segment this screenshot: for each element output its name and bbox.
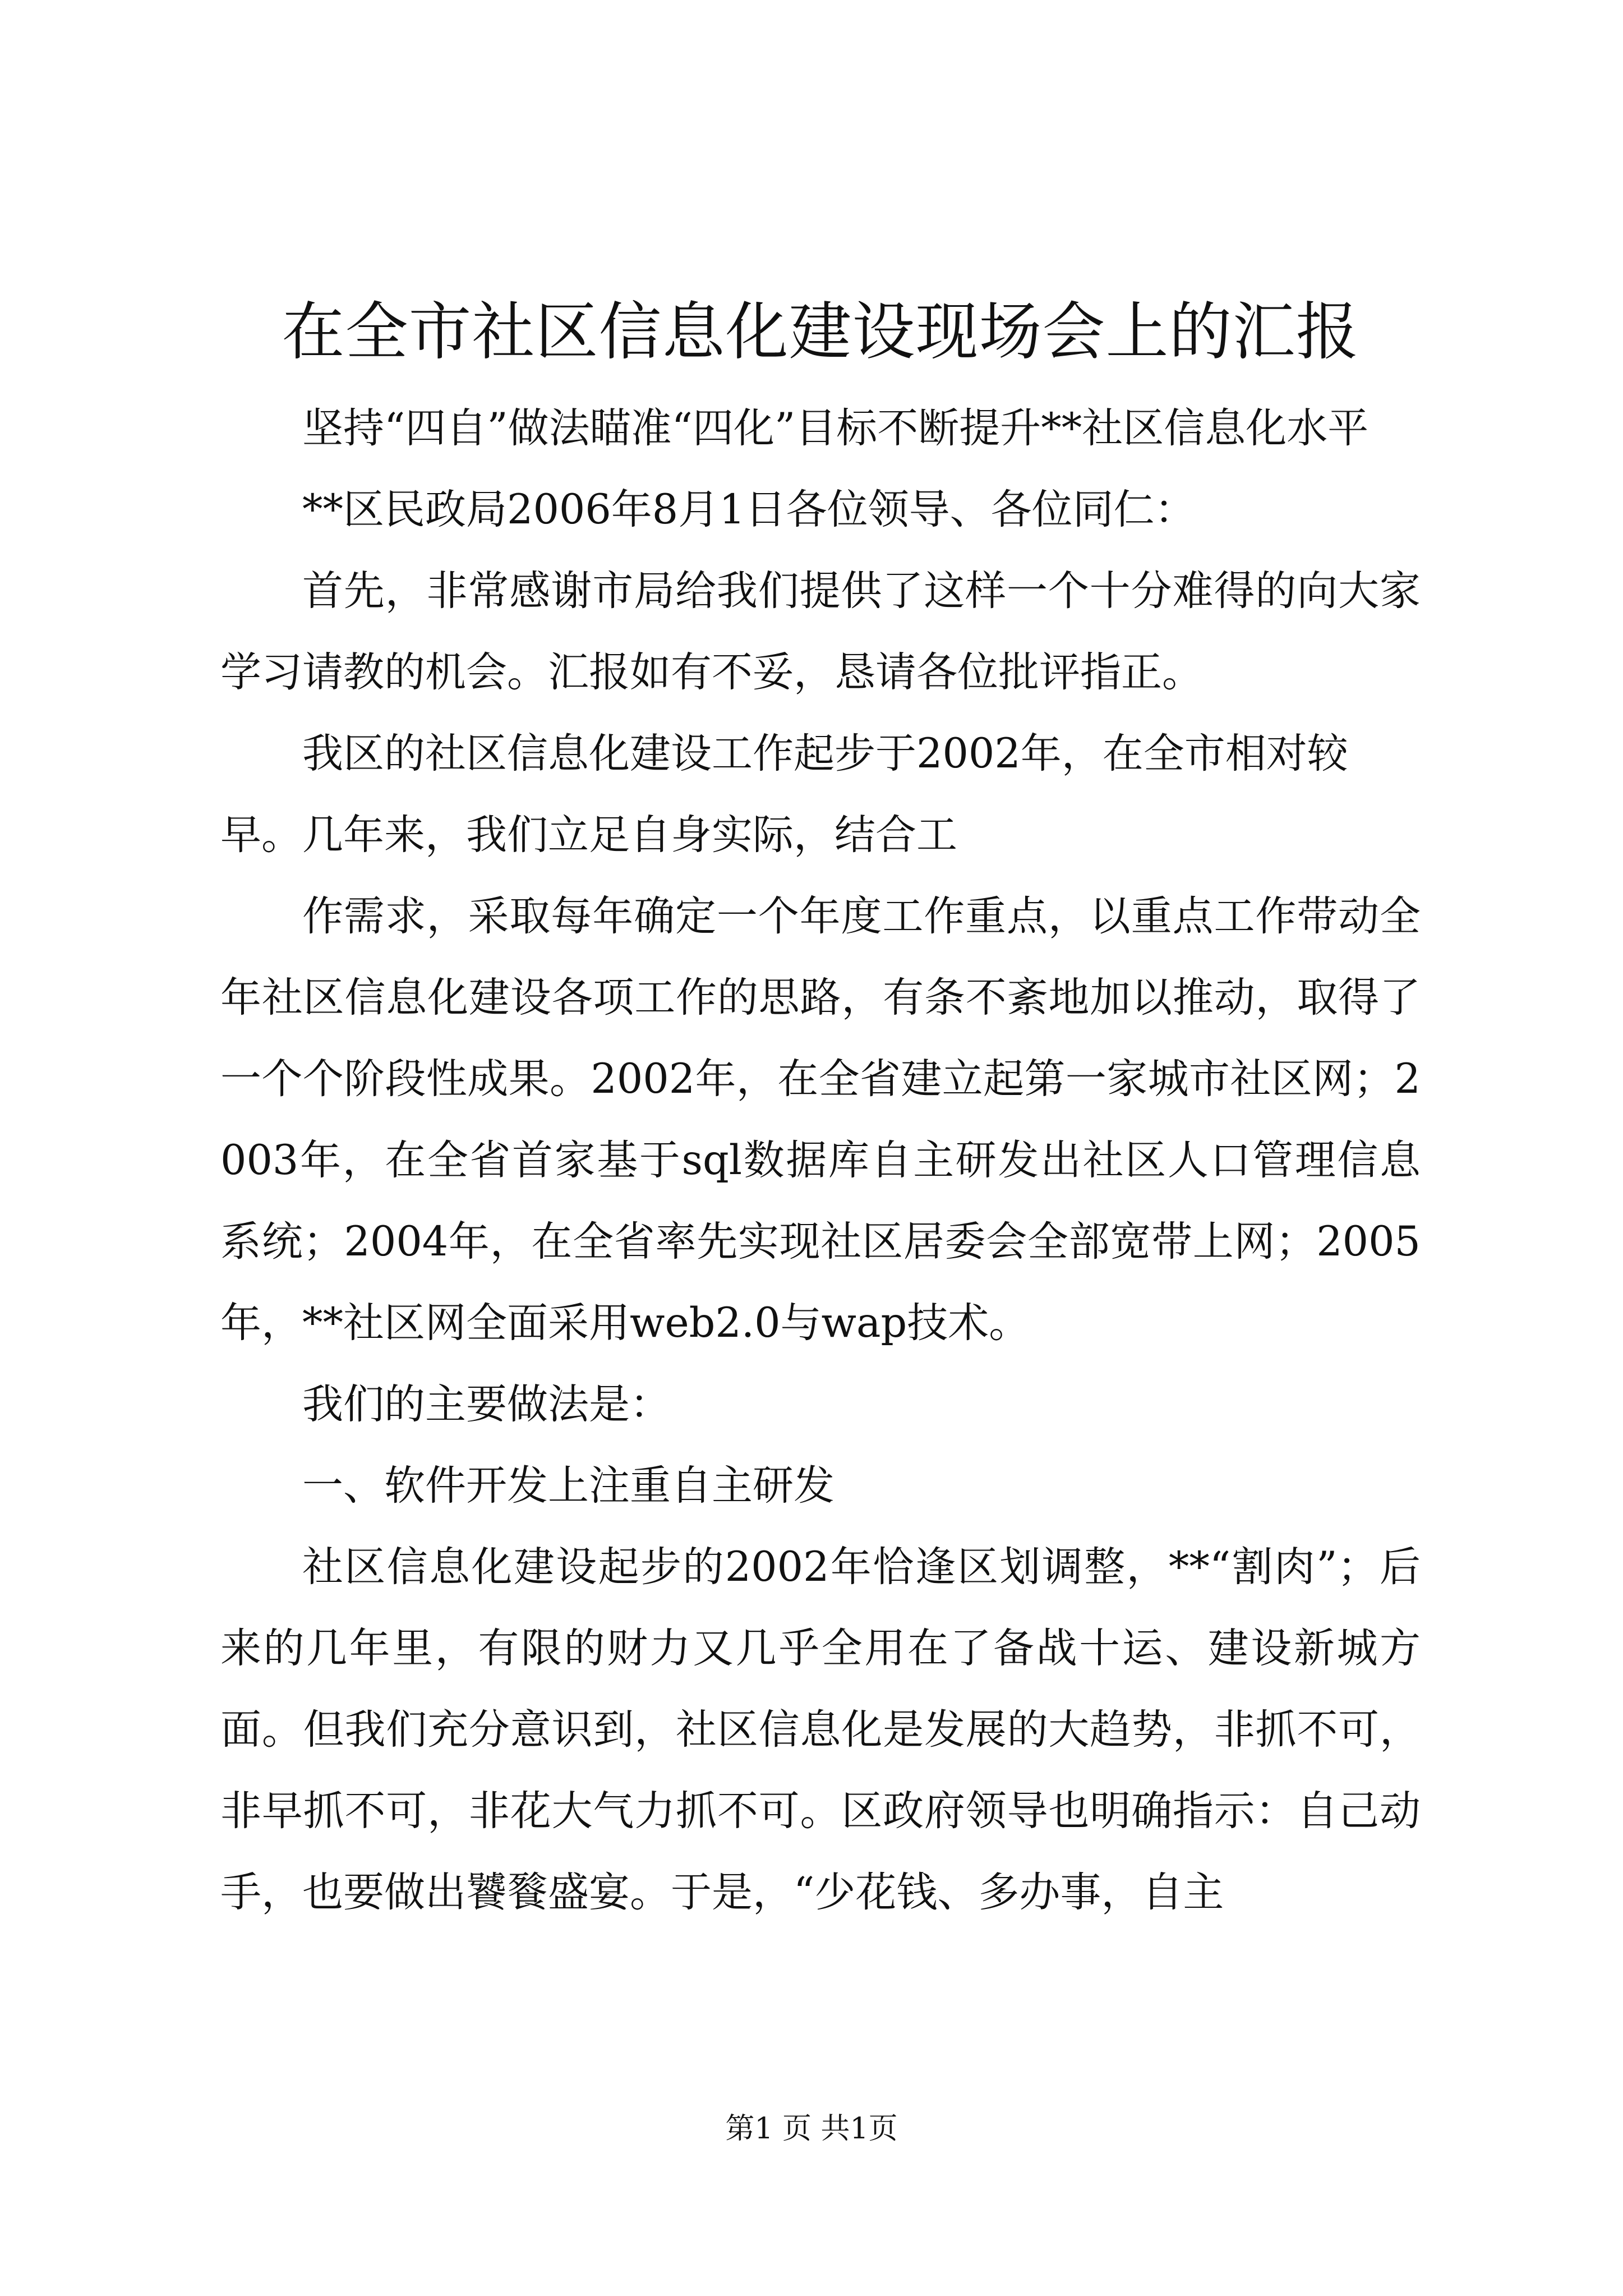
subtitle-paragraph: 坚持“四自”做法瞄准“四化”目标不断提升**社区信息化水平 [302,404,1369,452]
methods-intro-paragraph: 我们的主要做法是： [302,1381,671,1428]
section-1-paragraph: 社区信息化建设起步的2002年恰逢区划调整，**“割肉”；后来的几年里，有限的财力又几乎全用在了备战十运、建设新城方面。但我们充分意识到，社区信息化是发展的大趋势，非抓不可，非早抓不可，非花大气力抓不可。区政府领导也明确指示：自己动手，也要做出饕餮盛宴。于是，“少花钱、多办事，自主 [220,1543,1421,1916]
opening-paragraph: 首先，非常感谢市局给我们提供了这样一个十分难得的向大家学习请教的机会。汇报如有不妥，恳请各位批评指正。 [220,567,1421,696]
background-paragraph: 我区的社区信息化建设工作起步于2002年，在全市相对较早。几年来，我们立足自身实际，结合工 [220,730,1348,859]
document-body [220,280,1421,1933]
page-footer [0,2109,1623,2148]
document-title: 在全市社区信息化建设现场会上的汇报 [282,296,1359,369]
footer-page-prefix: 第 [725,2112,755,2146]
salutation-paragraph: **区民政局2006年8月1日各位领导、各位同仁： [302,486,1196,533]
footer-page-number: 1 [754,2112,773,2146]
achievements-paragraph: 作需求，采取每年确定一个年度工作重点，以重点工作带动全年社区信息化建设各项工作的思路，有条不紊地加以推动，取得了一个个阶段性成果。2002年，在全省建立起第一家城市社区网；2003年，在全省首家基于sql数据库自主研发出社区人口管理信息系统；2004年，在全省率先实现社区居委会全部宽带上网；2005年，**社区网全面采用web2.0与wap技术。 [220,892,1421,1347]
footer-total-prefix: 共 [820,2112,850,2146]
footer-total-suffix: 页 [868,2112,898,2146]
footer-page-suffix: 页 [782,2112,811,2146]
footer-total-pages: 1 [850,2112,869,2146]
section-heading-1: 一、软件开发上注重自主研发 [302,1462,834,1510]
